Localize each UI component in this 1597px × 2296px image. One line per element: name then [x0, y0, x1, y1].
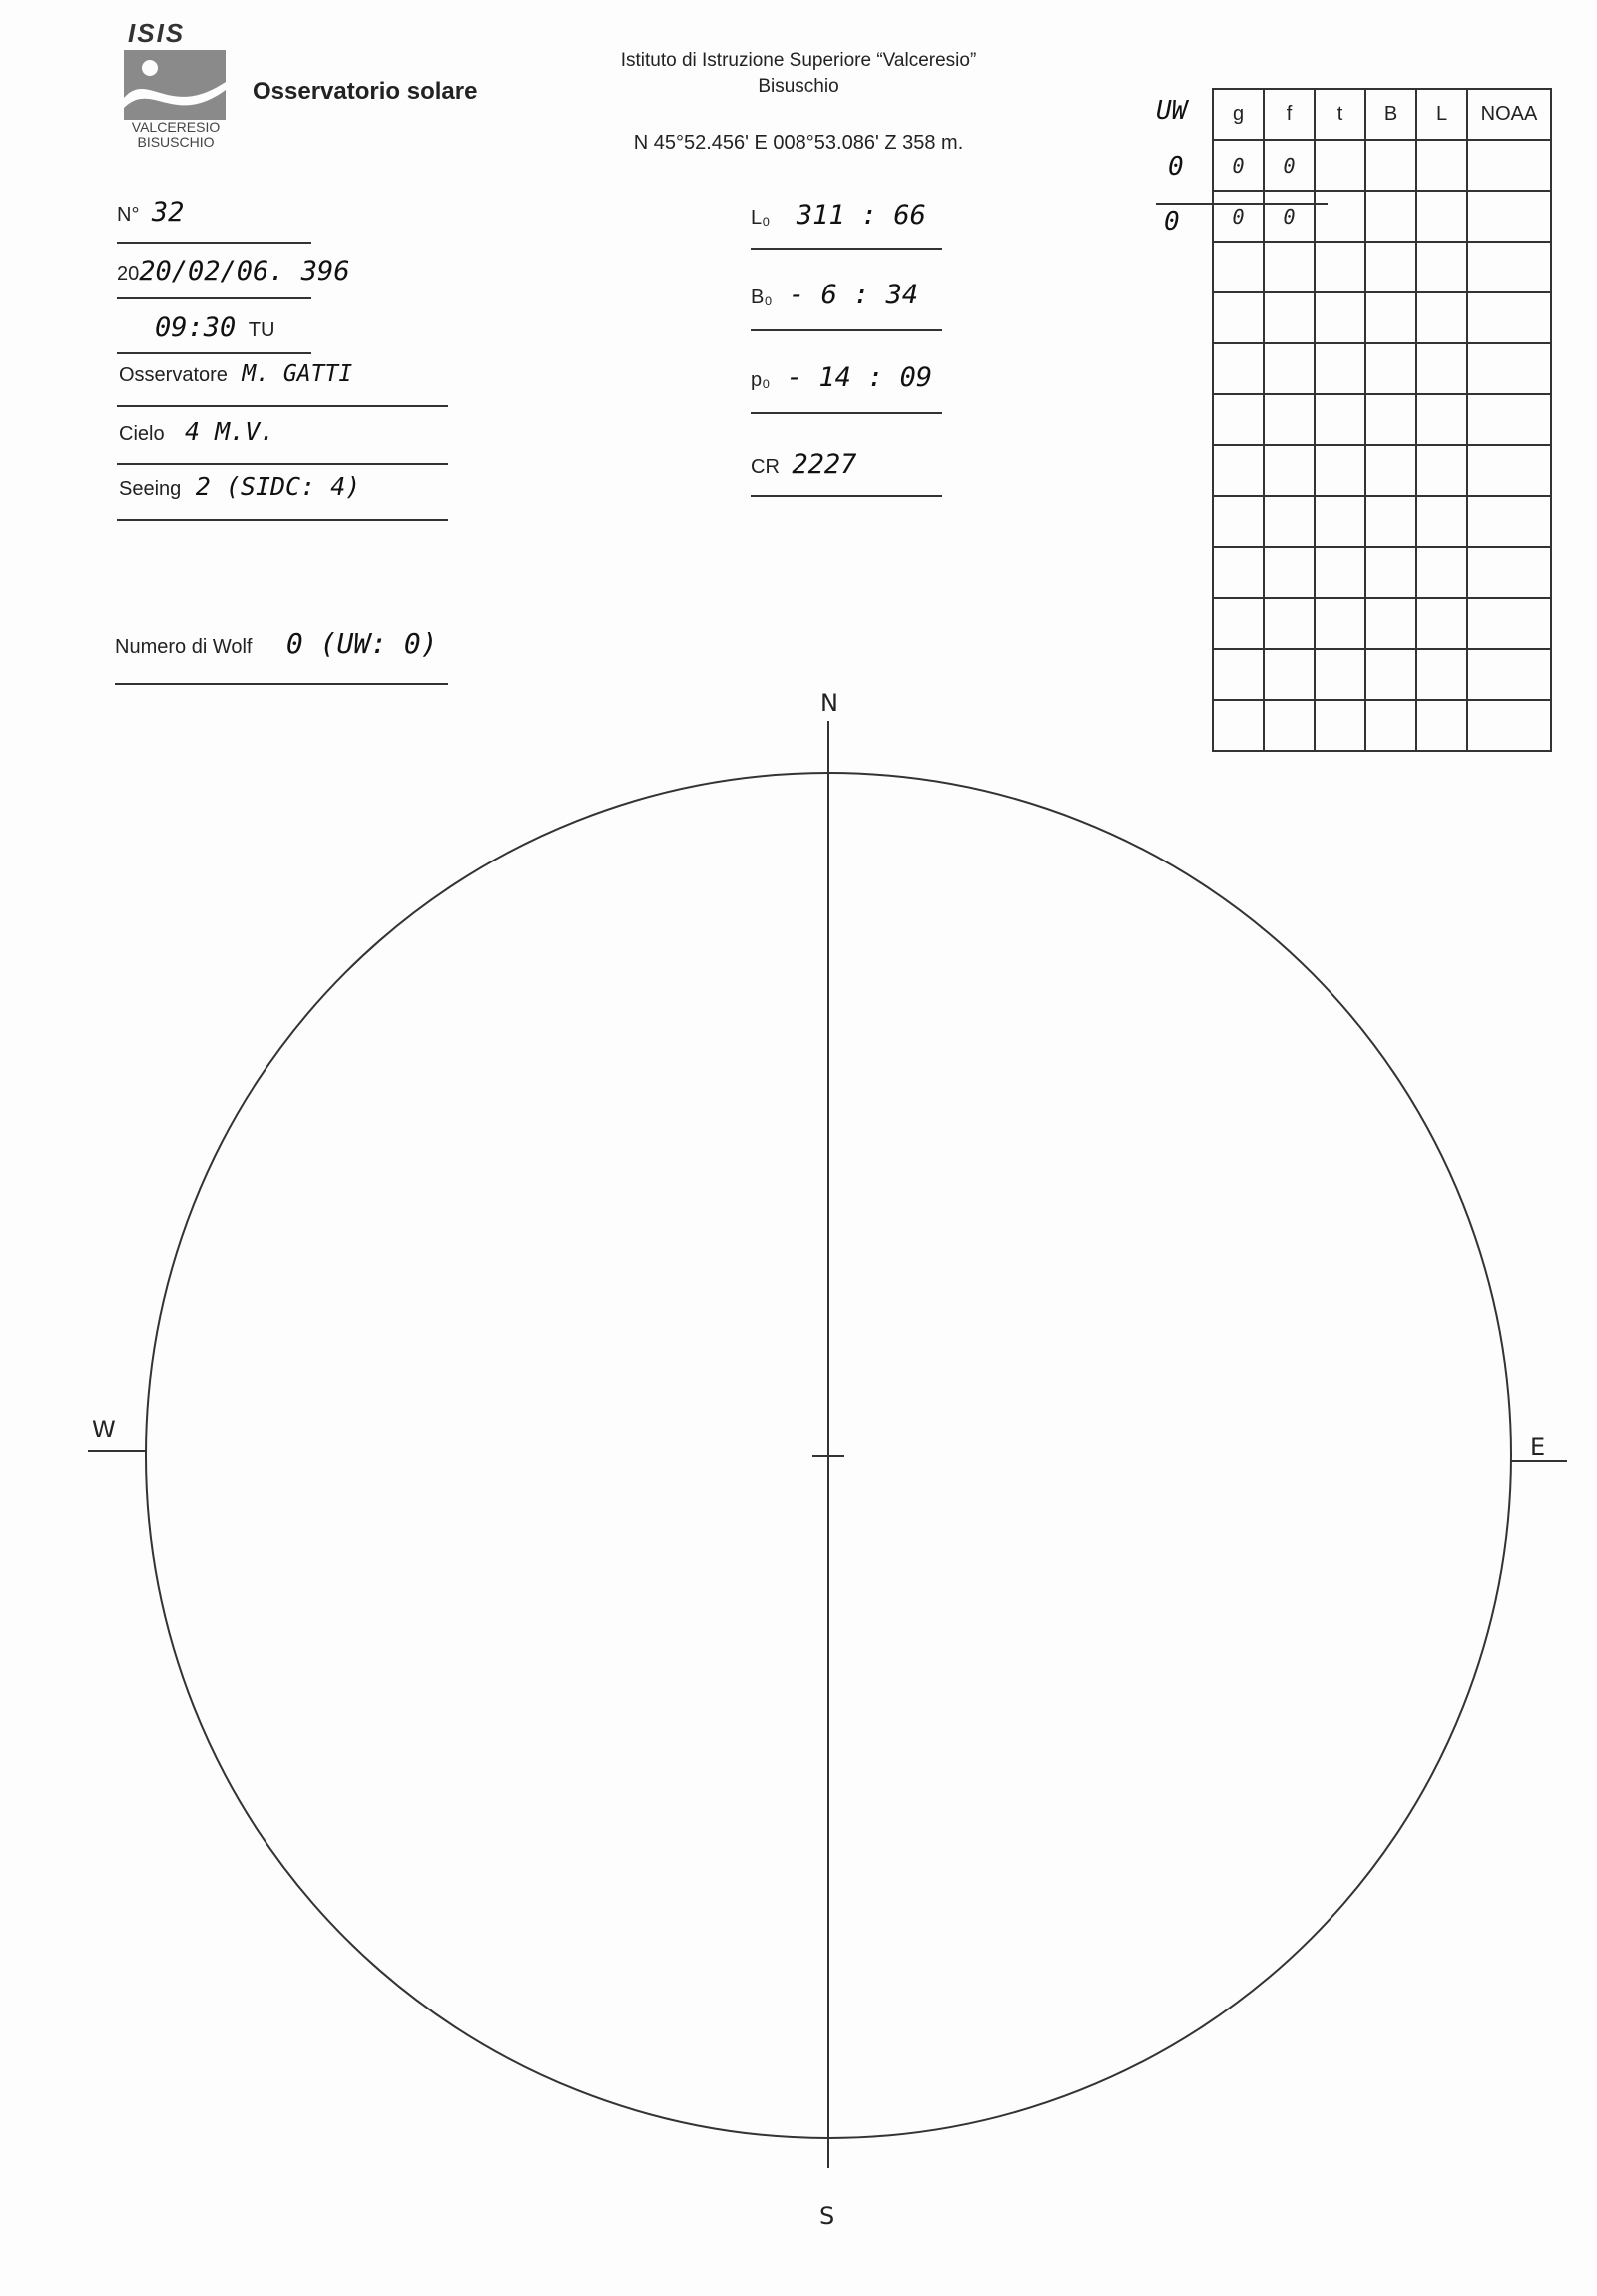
observer-label: Osservatore [119, 364, 228, 386]
uw-column-label: UW [1156, 96, 1188, 126]
sky-value: 4 M.V. [185, 417, 275, 446]
b0-label: B₀ [751, 287, 773, 308]
table-header-cell: NOAA [1467, 89, 1551, 140]
observatory-title: Osservatorio solare [253, 78, 478, 105]
east-label: E [1530, 1434, 1546, 1461]
p0-label: p₀ [751, 369, 771, 391]
logo-script-text: ISIS [128, 18, 186, 48]
record-number-label: N° [117, 204, 140, 226]
uw-row2-value: 0 [1164, 207, 1180, 237]
logo-caption-line2: BISUSCHIO [137, 134, 215, 150]
institute-name: Istituto di Istruzione Superiore “Valceresio” [620, 50, 977, 71]
seeing-label: Seeing [119, 478, 182, 500]
observer-value: M. GATTI [242, 361, 353, 387]
l0-label: L₀ [751, 207, 771, 229]
table-header-cell: L [1416, 89, 1467, 140]
north-label: N [820, 689, 838, 717]
l0-value: 311 : 66 [796, 200, 926, 231]
date-value: 20/02/06. 396 [139, 256, 350, 287]
table-cell: 0 [1213, 140, 1264, 191]
wolf-value: 0 (UW: 0) [285, 627, 438, 660]
seeing-value: 2 (SIDC: 4) [195, 472, 361, 501]
table-header-cell: t [1315, 89, 1365, 140]
table-cell: 0 [1264, 191, 1315, 242]
date-prefix: 20 [117, 263, 140, 285]
observatory-coordinates: N 45°52.456' E 008°53.086' Z 358 m. [633, 132, 964, 154]
time-value: 09:30 [155, 312, 237, 343]
institute-town: Bisuschio [758, 76, 839, 97]
cr-label: CR [751, 456, 780, 478]
logo-caption-line1: VALCERESIO [131, 119, 221, 135]
sky-label: Cielo [119, 423, 165, 445]
table-header-cell: f [1264, 89, 1315, 140]
south-label: S [819, 2202, 835, 2230]
uw-row1-value: 0 [1168, 152, 1184, 182]
table-cell: 0 [1264, 140, 1315, 191]
west-label: W [92, 1416, 116, 1443]
p0-value: - 14 : 09 [786, 362, 933, 393]
table-header-cell: B [1365, 89, 1416, 140]
time-suffix: TU [248, 319, 275, 341]
b0-value: - 6 : 34 [789, 280, 919, 310]
cr-value: 2227 [792, 449, 857, 480]
table-header-cell: g [1213, 89, 1264, 140]
wolf-label: Numero di Wolf [115, 636, 253, 658]
record-number-value: 32 [151, 197, 185, 228]
table-cell: 0 [1213, 191, 1264, 242]
